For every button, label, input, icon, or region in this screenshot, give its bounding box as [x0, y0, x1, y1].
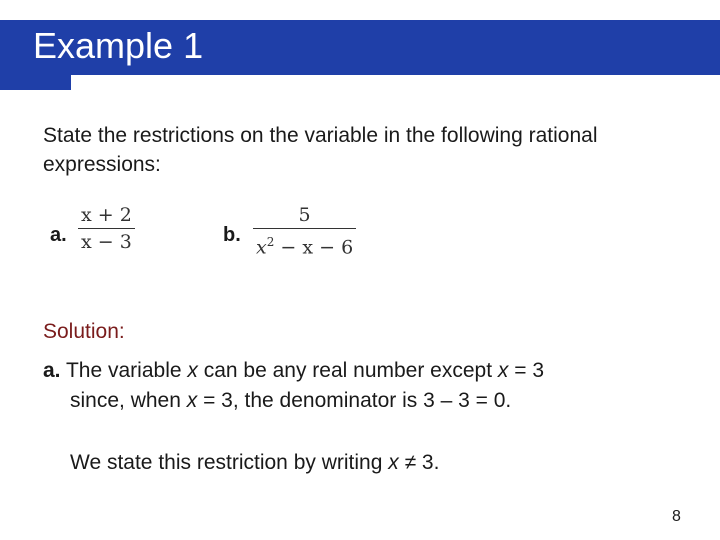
solution-text: can be any real number except	[197, 359, 498, 382]
slide-title: Example 1	[33, 25, 204, 66]
variable-x: x	[187, 359, 198, 382]
expression-b-variable: x	[256, 236, 267, 259]
header-accent-block	[0, 75, 71, 90]
expression-a-numerator: x + 2	[81, 204, 132, 226]
variable-x: x	[388, 451, 399, 474]
item-b-label: b.	[223, 224, 241, 246]
expression-a-denominator: x − 3	[81, 231, 132, 253]
solution-text: We state this restriction by writing	[70, 451, 389, 474]
solution-text: since, when	[70, 389, 187, 412]
solution-a-label: a.	[43, 359, 61, 382]
variable-x: x	[497, 359, 509, 382]
expression-b-numerator: 5	[298, 204, 311, 226]
expression-b-denominator-rest: − x − 6	[274, 236, 354, 259]
expression-b-exponent: 2	[266, 235, 275, 249]
solution-a-line-3	[70, 448, 439, 477]
variable-x: x	[186, 389, 198, 412]
solution-text: The variable	[60, 359, 188, 382]
solution-text: = 3	[508, 359, 545, 382]
solution-a-line-2	[70, 386, 511, 415]
expression-b	[253, 204, 356, 258]
expression-a	[78, 204, 135, 253]
intro-text: State the restrictions on the variable in the following rational expressions:	[43, 124, 598, 176]
item-a-label: a.	[50, 224, 67, 246]
solution-text: = 3, the denominator is 3 – 3 = 0.	[197, 389, 512, 412]
solution-a-line-1	[43, 356, 544, 385]
expression-b-denominator	[253, 229, 356, 258]
solution-label: Solution:	[43, 320, 125, 343]
page-number: 8	[672, 508, 681, 525]
solution-text: ≠ 3.	[398, 451, 440, 474]
